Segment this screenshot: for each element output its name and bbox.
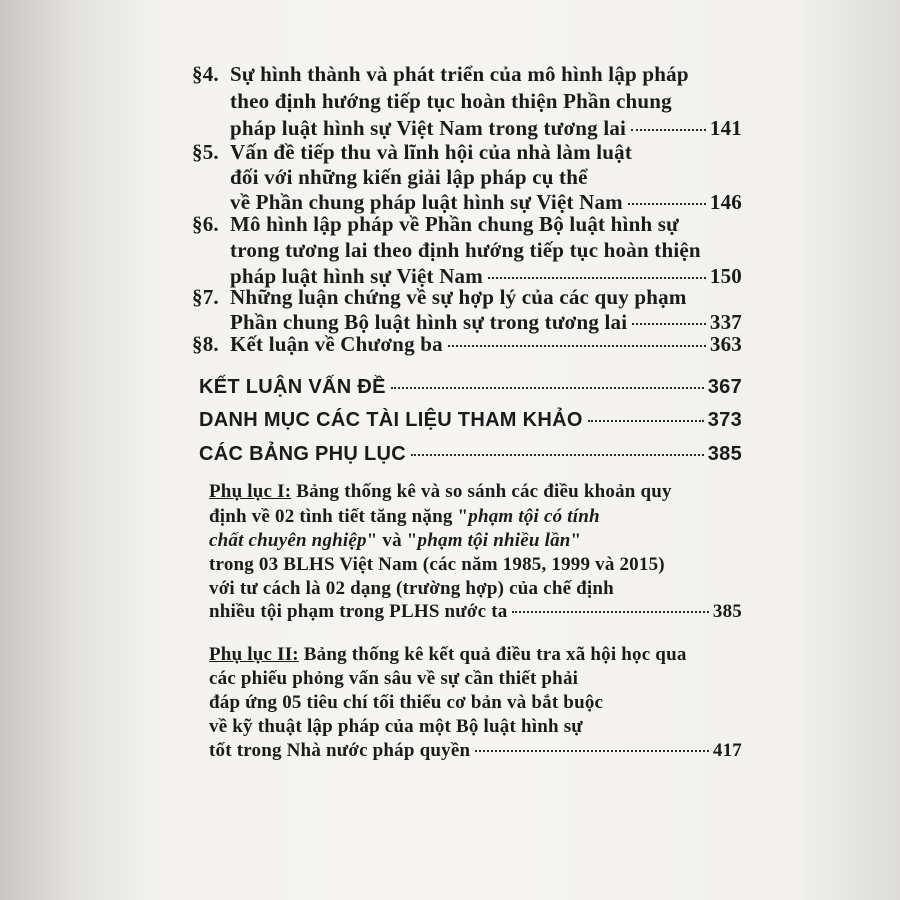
- toc-pl1-text-3c: phạm tội nhiều lần: [417, 530, 571, 551]
- toc-pl1-text-3b: " và ": [366, 530, 418, 551]
- toc-pl2-line5: [209, 740, 742, 762]
- toc-s8-number: §8.: [192, 332, 219, 356]
- toc-s6-title-2: trong tương lai theo định hướng tiếp tục hoàn thiện: [230, 238, 701, 262]
- toc-s8-page: 363: [709, 332, 742, 356]
- leader-dots: [632, 323, 706, 325]
- toc-pl1-text-2b: phạm tội có tính: [468, 506, 600, 527]
- toc-bang-phu-luc: [199, 443, 742, 466]
- toc-pl2-text-5: tốt trong Nhà nước pháp quyền: [209, 740, 471, 761]
- toc-pl2-text-1: Bảng thống kê kết quả điều tra xã hội học qua: [298, 644, 687, 665]
- toc-s5-number: §5.: [192, 140, 219, 164]
- toc-pl2-label: Phụ lục II:: [209, 644, 299, 665]
- toc-s4-title-2: theo định hướng tiếp tục hoàn thiện Phần chung: [230, 89, 672, 113]
- toc-s6-line1: [192, 212, 679, 237]
- toc-pl1-text-2a: định về 02 tình tiết tăng nặng ": [209, 506, 469, 527]
- toc-pl1-text-3a: chất chuyên nghiệp: [209, 530, 367, 551]
- toc-s4-page: 141: [709, 116, 742, 140]
- toc-pl1-text-5: với tư cách là 02 dạng (trường hợp) của chế định: [209, 578, 614, 599]
- toc-danh-muc-title: DANH MỤC CÁC TÀI LIỆU THAM KHẢO: [199, 409, 583, 431]
- toc-pl2-line2: [209, 668, 578, 690]
- toc-s5-title-3: về Phần chung pháp luật hình sự Việt Nam: [230, 190, 623, 214]
- toc-pl1-line6: [209, 601, 742, 623]
- toc-pl2-page: 417: [712, 740, 742, 761]
- toc-pl1-label: Phụ lục I:: [209, 481, 292, 502]
- toc-pl2-text-4: về kỹ thuật lập pháp của một Bộ luật hình sự: [209, 716, 583, 737]
- leader-dots: [512, 611, 708, 613]
- toc-s5-page: 146: [709, 190, 742, 214]
- toc-pl1-line4: [209, 554, 665, 576]
- toc-pl2-text-2: các phiếu phỏng vấn sâu về sự cần thiết phải: [209, 668, 579, 689]
- toc-bang-phu-luc-page: 385: [707, 443, 742, 465]
- toc-s6-line2: [230, 238, 701, 263]
- toc-pl1-text-6: nhiều tội phạm trong PLHS nước ta: [209, 601, 508, 622]
- toc-s7-title-2: Phần chung Bộ luật hình sự trong tương lai: [230, 310, 628, 334]
- toc-s7-line1: [192, 285, 687, 310]
- toc-pl1-line5: [209, 578, 614, 600]
- toc-pl2-line3: [209, 692, 603, 714]
- toc-pl1-line2: [209, 506, 600, 528]
- toc-pl2-text-3: đáp ứng 05 tiêu chí tối thiểu cơ bản và bắt buộc: [209, 692, 604, 713]
- toc-pl1-text-1: Bảng thống kê và so sánh các điều khoản quy: [291, 481, 672, 502]
- toc-s5-line1: [192, 140, 632, 165]
- leader-dots: [588, 420, 704, 422]
- leader-dots: [448, 345, 706, 347]
- leader-dots: [628, 203, 706, 205]
- toc-s5-title-1: Vấn đề tiếp thu và lĩnh hội của nhà làm luật: [230, 140, 633, 164]
- toc-ket-luan-page: 367: [707, 376, 742, 398]
- leader-dots: [411, 454, 704, 456]
- leader-dots: [475, 750, 709, 752]
- toc-pl1-line1: [209, 481, 672, 503]
- toc-s6-number: §6.: [192, 212, 219, 236]
- toc-s4-line1: [192, 62, 689, 87]
- leader-dots: [631, 129, 706, 131]
- toc-s5-line2: [230, 165, 588, 190]
- toc-pl2-line1: [209, 644, 687, 666]
- toc-s6-title-1: Mô hình lập pháp về Phần chung Bộ luật hình sự: [230, 212, 679, 236]
- toc-s7-page: 337: [709, 310, 742, 334]
- toc-s8-line1: [192, 332, 742, 357]
- toc-s8-title-1: Kết luận về Chương ba: [230, 332, 443, 356]
- toc-s4-number: §4.: [192, 62, 219, 86]
- toc-danh-muc: [199, 409, 742, 432]
- toc-s4-line3: [230, 116, 742, 141]
- toc-s4-title-1: Sự hình thành và phát triển của mô hình lập pháp: [230, 62, 689, 86]
- toc-ket-luan: [199, 376, 742, 399]
- leader-dots: [391, 387, 704, 389]
- toc-pl1-text-4: trong 03 BLHS Việt Nam (các năm 1985, 1999 và 2015): [209, 554, 665, 575]
- toc-ket-luan-title: KẾT LUẬN VẤN ĐỀ: [199, 376, 386, 398]
- toc-s4-line2: [230, 89, 672, 114]
- toc-pl2-line4: [209, 716, 583, 738]
- leader-dots: [488, 277, 706, 279]
- toc-s4-title-3: pháp luật hình sự Việt Nam trong tương lai: [230, 116, 627, 140]
- toc-pl1-line3: [209, 530, 581, 552]
- toc-s6-title-3: pháp luật hình sự Việt Nam: [230, 264, 483, 288]
- toc-bang-phu-luc-title: CÁC BẢNG PHỤ LỤC: [199, 443, 407, 465]
- toc-s6-page: 150: [709, 264, 742, 288]
- toc-danh-muc-page: 373: [707, 409, 742, 431]
- toc-pl1-text-3d: ": [570, 530, 582, 551]
- toc-s7-number: §7.: [192, 285, 219, 309]
- toc-s7-title-1: Những luận chứng về sự hợp lý của các quy phạm: [230, 285, 687, 309]
- toc-pl1-page: 385: [712, 601, 742, 622]
- toc-s5-title-2: đối với những kiến giải lập pháp cụ thể: [230, 165, 588, 189]
